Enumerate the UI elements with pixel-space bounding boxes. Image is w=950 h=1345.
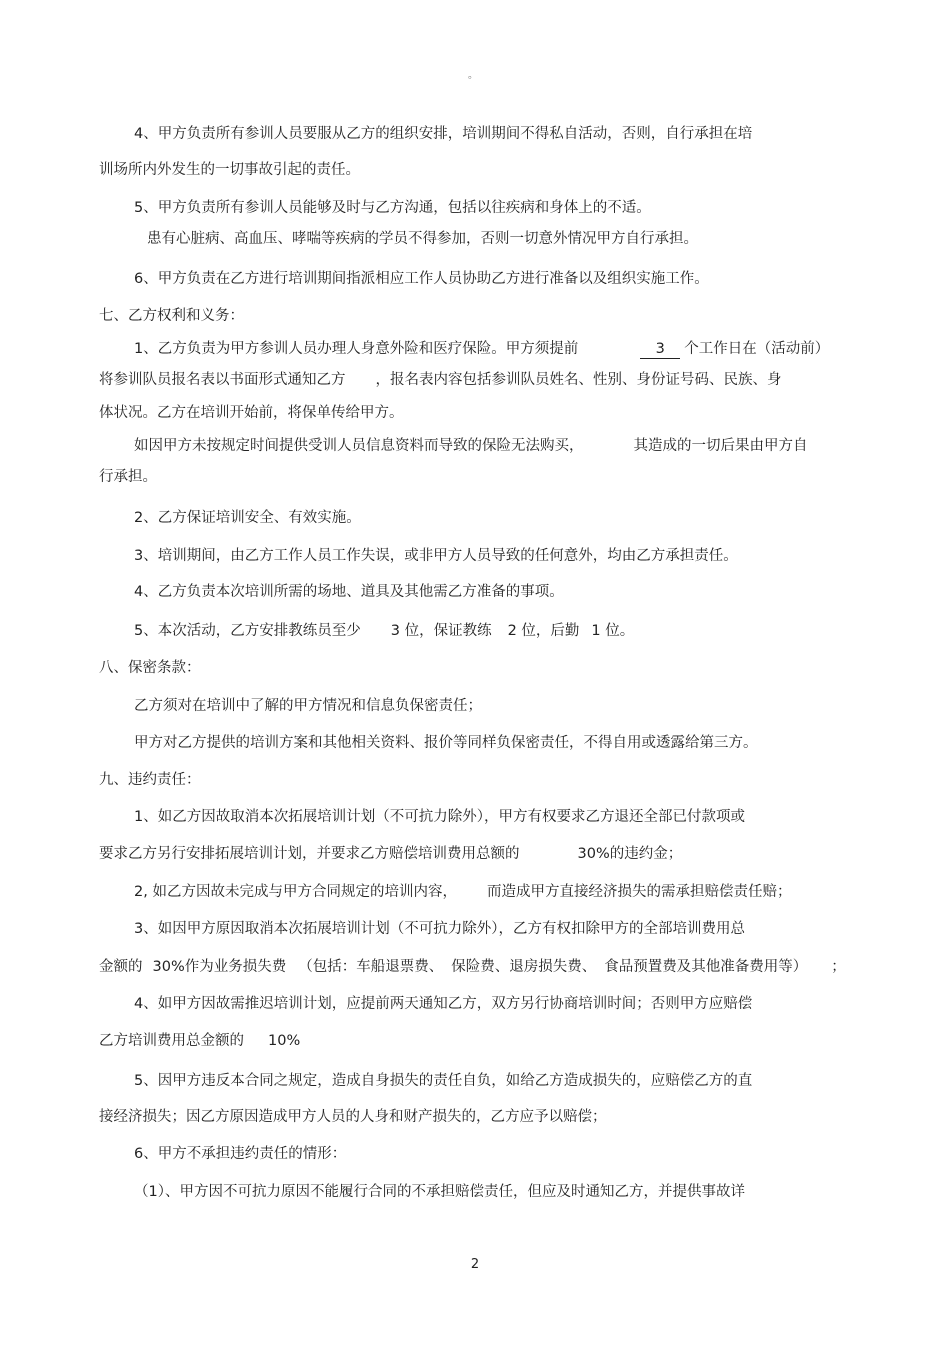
section-heading-8: 八、保密条款： (99, 660, 201, 676)
section-heading-9: 九、违约责任： (99, 772, 201, 788)
clause-b5 (134, 621, 634, 641)
logistics-count: 1 位。 (591, 623, 635, 639)
clause-c4-line2 (99, 1031, 300, 1051)
clause-b1-line2-text: 将参训队员报名表以书面形式通知乙方 (99, 372, 346, 388)
notice-days-blank: 3 (640, 340, 680, 359)
fee-item-3: 食品预置费及其他准备费用等） (604, 959, 808, 975)
clause-b1-line5: 行承担。 (99, 469, 157, 485)
clause-c1-line2 (99, 844, 682, 864)
coach-count: 3 位，保证教练 (390, 623, 492, 639)
loss-fee-rate: 30%作为业务损失费 (152, 959, 287, 975)
fee-item-2: 保险费、退房损失费、 (451, 959, 597, 975)
clause-c2-text: 2, 如乙方因故未完成与甲方合同规定的培训内容， (134, 884, 457, 900)
clause-a4-line2: 训场所内外发生的一切事故引起的责任。 (99, 162, 360, 178)
clause-b2: 2、乙方保证培训安全、有效实施。 (134, 510, 361, 526)
clause-b1-line3: 体状况。乙方在培训开始前，将保单传给甲方。 (99, 405, 404, 421)
section-heading-7: 七、乙方权利和义务： (99, 308, 244, 324)
clause-b5-text: 5、本次活动，乙方安排教练员至少 (134, 623, 361, 639)
clause-b1-line4 (134, 436, 808, 456)
clause-c3-line2-text: 金额的 (99, 959, 143, 975)
clause-c3-end: ； (831, 959, 846, 975)
clause-c6-item1: （1）、甲方因不可抗力原因不能履行合同的不承担赔偿责任，但应及时通知乙方，并提供事故详 (134, 1184, 745, 1200)
clause-b1-line2 (99, 370, 782, 390)
clause-c3-line1: 3、如因甲方原因取消本次拓展培训计划（不可抗力除外），乙方有权扣除甲方的全部培训费用总 (134, 921, 745, 937)
clause-c5-line2: 接经济损失；因乙方原因造成甲方人员的人身和财产损失的，乙方应予以赔偿； (99, 1109, 607, 1125)
clause-a5-line1: 5、甲方负责所有参训人员能够及时与乙方沟通，包括以往疾病和身体上的不适。 (134, 200, 651, 216)
clause-b3: 3、培训期间，由乙方工作人员工作失误，或非甲方人员导致的任何意外，均由乙方承担责任。 (134, 548, 738, 564)
clause-b4: 4、乙方负责本次培训所需的场地、道具及其他需乙方准备的事项。 (134, 584, 564, 600)
clause-c1-line2-text: 要求乙方另行安排拓展培训计划，并要求乙方赔偿培训费用总额的 (99, 846, 520, 862)
clause-b1-line4-text-2: 其造成的一切后果由甲方自 (633, 438, 808, 454)
clause-a4-line1: 4、甲方负责所有参训人员要服从乙方的组织安排，培训期间不得私自活动，否则，自行承担在培 (134, 126, 753, 142)
clause-b1-line2-text-2: ，报名表内容包括参训队员姓名、性别、身份证号码、民族、身 (375, 372, 782, 388)
fee-item-1: （包括：车船退票费、 (298, 959, 444, 975)
header-mark: 。 (468, 70, 478, 81)
clause-b1-line1 (134, 339, 829, 359)
clause-c3-line2 (99, 957, 846, 977)
confidentiality-line2: 甲方对乙方提供的培训方案和其他相关资料、报价等同样负保密责任，不得自用或透露给第三方。 (134, 735, 758, 751)
clause-b1-text: 1、乙方负责为甲方参训人员办理人身意外险和医疗保险。甲方须提前 (134, 341, 579, 357)
clause-a5-line2: 患有心脏病、高血压、哮喘等疾病的学员不得参加，否则一切意外情况甲方自行承担。 (147, 231, 698, 247)
confidentiality-line1: 乙方须对在培训中了解的甲方情况和信息负保密责任； (134, 698, 482, 714)
page-number: 2 (470, 1257, 480, 1272)
clause-c6: 6、甲方不承担违约责任的情形： (134, 1146, 347, 1162)
clause-c4-line2-text: 乙方培训费用总金额的 (99, 1033, 244, 1049)
clause-c1-line1: 1、如乙方因故取消本次拓展培训计划（不可抗力除外），甲方有权要求乙方退还全部已付款项或 (134, 809, 745, 825)
delay-compensation-rate: 10% (268, 1033, 301, 1049)
clause-b1-text-2: 个工作日在（活动前） (684, 341, 830, 357)
clause-c2-text-2: 而造成甲方直接经济损失的需承担赔偿责任赔； (486, 884, 792, 900)
clause-a6: 6、甲方负责在乙方进行培训期间指派相应工作人员协助乙方进行准备以及组织实施工作。 (134, 271, 709, 287)
safety-coach-count: 2 位，后勤 (507, 623, 580, 639)
clause-c5-line1: 5、因甲方违反本合同之规定，造成自身损失的责任自负，如给乙方造成损失的，应赔偿乙方的直 (134, 1073, 753, 1089)
clause-b1-line4-text: 如因甲方未按规定时间提供受训人员信息资料而导致的保险无法购买， (134, 438, 584, 454)
penalty-rate: 30%的违约金； (577, 846, 683, 862)
clause-c2 (134, 882, 791, 902)
clause-c4-line1: 4、如甲方因故需推迟培训计划，应提前两天通知乙方，双方另行协商培训时间；否则甲方应赔偿 (134, 996, 753, 1012)
